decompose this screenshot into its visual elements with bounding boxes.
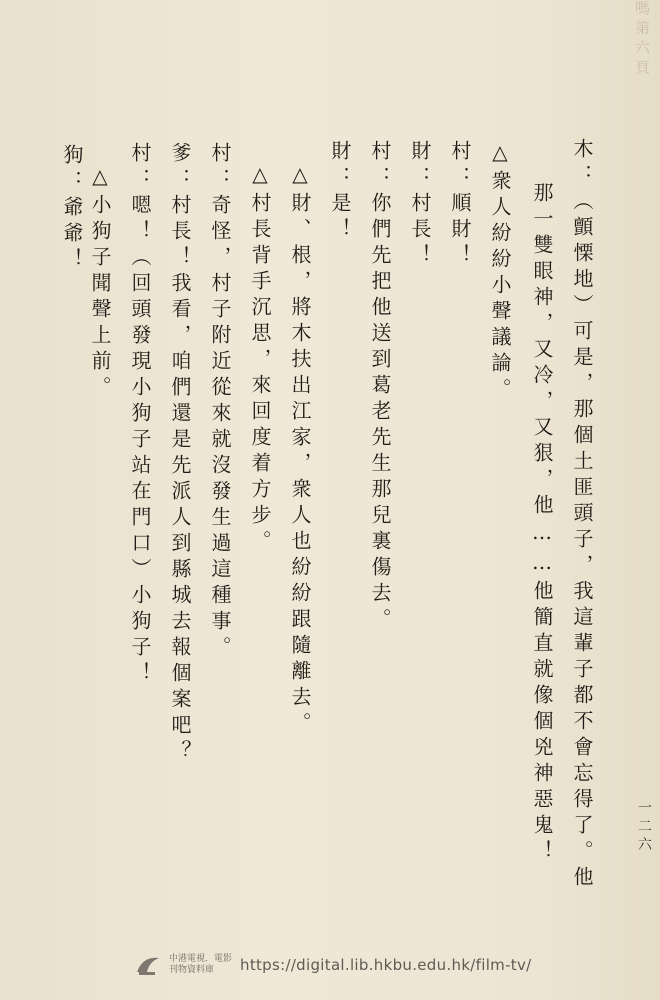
script-line-3: △衆人紛紛小聲議論。 [488, 140, 512, 404]
bleed-through-text: 嗎 第 六 頁 [633, 0, 651, 75]
script-line-6: 村：你們先把他送到葛老先生那兒裏傷去。 [368, 140, 392, 634]
script-line-2: 那一雙眼神，又冷，又狠，他……他簡直就像個兇神惡鬼！ [530, 182, 554, 866]
page-number-mark: 一 二 六 [636, 800, 652, 851]
script-line-11: 爹：村長！我看，咱們還是先派人到縣城去報個案吧？ [168, 142, 192, 766]
script-line-7: 財：是！ [328, 140, 352, 244]
script-line-13: △小狗子聞聲上前。 [88, 164, 112, 402]
script-line-10: 村：奇怪，村子附近從來就沒發生過這種事。 [208, 142, 232, 662]
script-line-1: 木：（顫慄地）可是，那個土匪頭子，我這輩子都不會忘得了。他 [570, 138, 594, 892]
database-name-line-1: 中港電視．電影 [169, 954, 233, 964]
script-line-4: 村：順財！ [448, 140, 472, 270]
library-logo-icon [135, 954, 161, 976]
script-line-8: △財、根，將木扶出江家，衆人也紛紛跟隨離去。 [288, 162, 312, 738]
script-line-9: △村長背手沉思，來回度着方步。 [248, 162, 272, 556]
footer-watermark [135, 950, 535, 980]
database-name-line-2: 刊物資料庫 [169, 965, 215, 975]
database-name [169, 954, 232, 976]
script-line-5: 財：村長！ [408, 140, 432, 270]
source-url-link[interactable]: https://digital.lib.hkbu.edu.hk/film-tv/ [240, 956, 532, 974]
script-line-12: 村：嗯！（回頭發現小狗子站在門口）小狗子！ [128, 142, 152, 688]
script-line-14: 狗：爺爺！ [60, 144, 84, 274]
